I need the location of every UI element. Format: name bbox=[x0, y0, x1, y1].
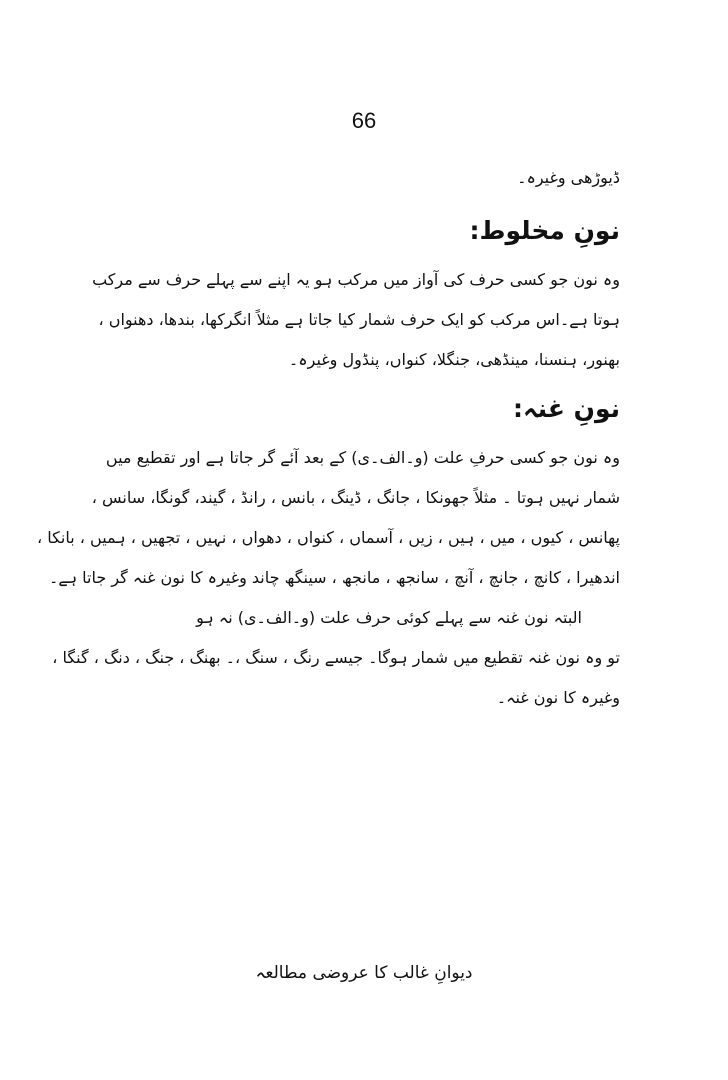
paragraph-line: وغیرہ کا نون غنہ۔ bbox=[496, 688, 620, 707]
heading-noon-ghunna: نونِ غنہ: bbox=[512, 394, 620, 423]
paragraph-line: شمار نہیں ہوتا ۔ مثلاً جھونکا ، جانگ ، ڈینگ ، بانس ، رانڈ ، گیند، گونگا، سانس ، bbox=[91, 488, 620, 507]
paragraph-line: پھانس ، کیوں ، میں ، ہیں ، زیں ، آسماں ، کنواں ، دھواں ، نہیں ، تجھیں ، ہمیں ، بانکا ، bbox=[36, 528, 620, 547]
paragraph-noon-makhloot bbox=[92, 270, 620, 370]
paragraph-noon-ghunna bbox=[36, 448, 620, 588]
running-footer: دیوانِ غالب کا عروضی مطالعہ bbox=[255, 963, 473, 983]
page-number: 66 bbox=[351, 108, 377, 133]
intro-line: ڈیوڑھی وغیرہ۔ bbox=[517, 168, 620, 187]
paragraph-line: وہ نون جو کسی حرفِ علت (و۔الف۔ی) کے بعد آئے گر جاتا ہے اور تقطیع میں bbox=[105, 448, 620, 467]
paragraph-line: تو وہ نون غنہ تقطیع میں شمار ہوگا۔ جیسے رنگ ، سنگ ،۔ بھنگ ، جنگ ، دنگ ، گنگا ، bbox=[52, 648, 620, 667]
paragraph-line: ہوتا ہے۔اس مرکب کو ایک حرف شمار کیا جاتا ہے مثلاً انگرکھا، بندھا، دھنواں ، bbox=[98, 310, 620, 329]
paragraph-line: البتہ نون غنہ سے پہلے کوئی حرف علت (و۔الف۔ی) نہ ہو bbox=[196, 608, 582, 627]
paragraph-albatta bbox=[52, 608, 620, 708]
page-body bbox=[36, 168, 620, 708]
heading-noon-makhloot: نونِ مخلوط: bbox=[469, 216, 620, 245]
paragraph-line: وہ نون جو کسی حرف کی آواز میں مرکب ہو یہ اپنے سے پہلے حرف سے مرکب bbox=[92, 270, 620, 289]
paragraph-line: بھنور، ہنسنا، مینڈھی، جنگلا، کنواں، پنڈول وغیرہ۔ bbox=[288, 350, 620, 369]
paragraph-line: اندھیرا ، کانچ ، جانچ ، آنچ ، سانجھ ، مانجھ ، سینگھ چاند وغیرہ کا نون غنہ گر جاتا ہے۔ bbox=[48, 568, 620, 587]
